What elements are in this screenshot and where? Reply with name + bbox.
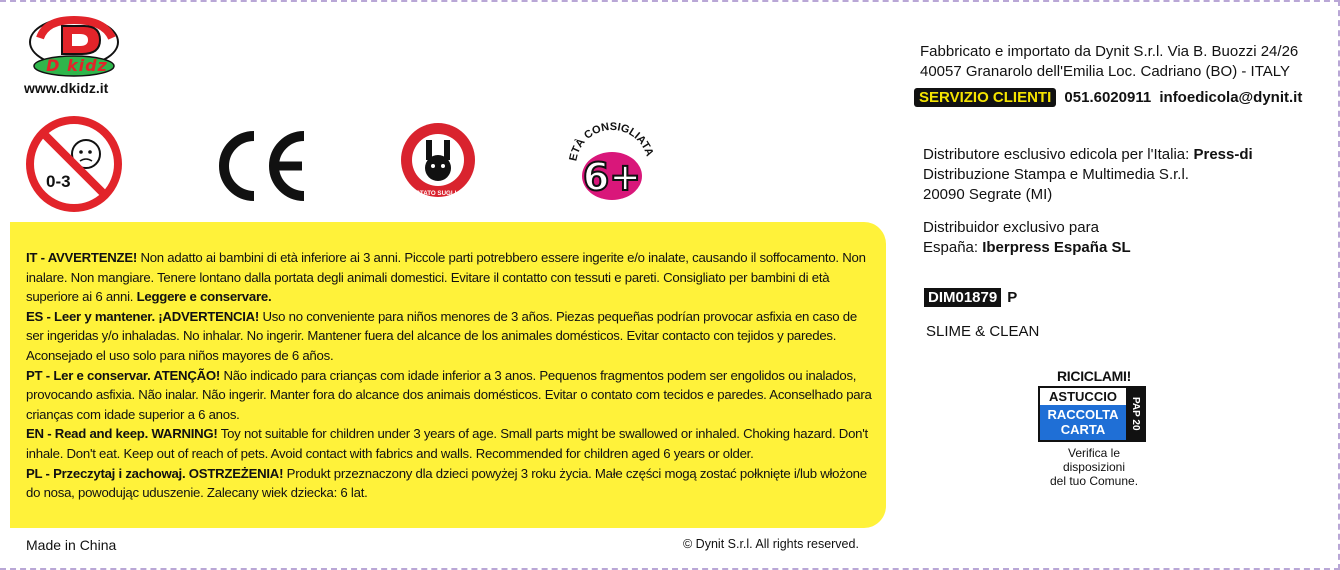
manufacturer-info: Fabbricato e importato da Dynit S.r.l. Via B. Buozzi 24/26 40057 Granarolo dell'Emilia Loc. Cadriano (BO) - ITALY xyxy=(920,43,1299,80)
age-label: 6+ xyxy=(582,155,642,199)
warning-pt: PT - Ler e conservar. ATENÇÃO! Não indicado para crianças com idade inferior a 3 anos. Pequenos fragmentos podem ser engolidos ou inalados, provocando asfixia. Não inalar. Não ingerir. Manter fora do alcance dos animais domésticos. Evitar o contato com tecidos e paredes. Aconselhado para crianças com idade superior a 6 anos. xyxy=(26,367,872,422)
no-under-3-icon xyxy=(24,114,124,219)
warning-en: EN - Read and keep. WARNING! Toy not suitable for children under 3 years of age. Small parts might be swallowed or inhaled. Choking hazard. Don't inhale. Don't eat. Keep out of reach of pets. Avoid contact with fabrics and walls. Recommended for children aged 6 years or older. xyxy=(26,426,868,461)
age-arc-label: ETÀ CONSIGLIATA xyxy=(567,120,656,163)
distributor-italy: Distributore esclusivo edicola per l'Italia: Press-di Distribuzione Stampa e Multimedia S.r.l. 20090 Segrate (MI) xyxy=(923,146,1253,203)
copyright: © Dynit S.r.l. All rights reserved. xyxy=(683,537,859,551)
ce-mark-icon xyxy=(208,124,312,213)
warning-it: IT - AVVERTENZE! Non adatto ai bambini di età inferiore ai 3 anni. Piccole parti potrebbero essere ingerite e/o inalate, causando il soffocamento. Non inalare. Non mangiare. Tenere lontano dalla portata degli animali domestici. Evitare il contatto con tessuti e pareti. Consigliato per bambini di età superiore ai 6 anni. Leggere e conservare. xyxy=(26,250,866,305)
warning-text xyxy=(26,248,876,503)
service-label: SERVIZIO CLIENTI xyxy=(914,88,1056,107)
product-code-suffix: P xyxy=(1007,289,1018,306)
recycle-note: Verifica le disposizioni del tuo Comune. xyxy=(1049,446,1139,488)
service-email: infoedicola@dynit.it xyxy=(1159,89,1303,106)
recycle-title: RICICLAMI! xyxy=(1057,368,1131,384)
website-url: www.dkidz.it xyxy=(24,80,109,96)
recycle-panel: ASTUCCIO RACCOLTA CARTA PAP 20 xyxy=(1038,386,1146,442)
recycle-badge xyxy=(1038,368,1150,488)
logo-text: D kidz xyxy=(46,56,108,75)
product-code-box: DIM01879 xyxy=(924,288,1001,307)
customer-service xyxy=(914,89,1302,106)
warning-pl: PL - Przeczytaj i zachowaj. OSTRZEŻENIA! Produkt przeznaczony dla dzieci powyżej 3 roku życia. Małe części mogą zostać połknięte i/lub włożone do nosa, powodując uduszenie. Zalecany wiek dziecka: 6 lat. xyxy=(26,465,867,501)
made-in: Made in China xyxy=(26,537,117,553)
service-phone: 051.6020911 xyxy=(1064,89,1152,106)
not-tested-label: NON TESTATO SUGLI ANIMALI xyxy=(392,190,484,197)
product-code xyxy=(924,289,1017,306)
distributor-spain: Distribuidor exclusivo para España: Iberpress España SL xyxy=(923,219,1131,256)
warning-es: ES - Leer y mantener. ¡ADVERTENCIA! Uso no conveniente para niños menores de 3 años. Piezas pequeñas podrían provocar asfixia en caso de ser ingeridas y/o inhaladas. No inhalar. No ingerir. Mantener fuera del alcance de los animales domésticos. Evitar contacto con tejidos y paredes. Aconsejado el uso solo para niños mayores de 6 años. xyxy=(26,308,857,363)
not-tested-on-animals-icon xyxy=(392,120,484,205)
product-name: SLIME & CLEAN xyxy=(926,323,1040,340)
no-under-3-label: 0-3 xyxy=(46,172,71,191)
recommended-age-icon xyxy=(562,118,662,211)
